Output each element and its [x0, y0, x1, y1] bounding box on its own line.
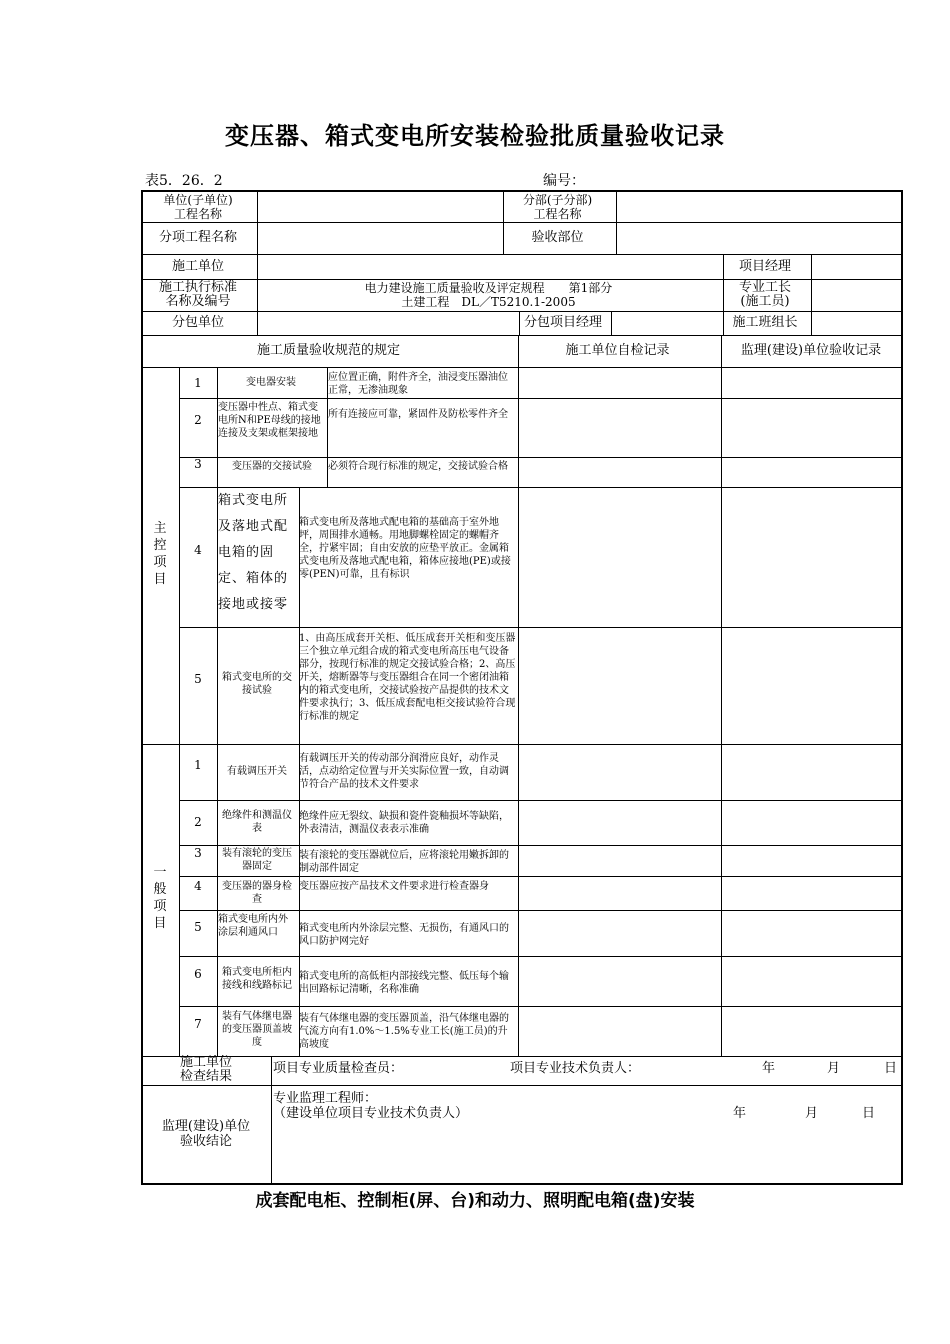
spec-column-header: 施工质量验收规范的规定: [256, 343, 400, 358]
general-group-label: 一 般 项 目: [153, 865, 167, 931]
general-item-name: 装有气体继电器的变压器顶盖坡度: [222, 1010, 292, 1048]
main-item-name: 变压器的交接试验: [232, 461, 312, 472]
accept-part-label: 验收部位: [531, 230, 584, 245]
document-title: 变压器、箱式变电所安装检验批质量验收记录: [225, 122, 725, 150]
main-item-no: 2: [194, 413, 202, 427]
general-item-req: 箱式变电所的高低柜内部接线完整、低压每个输出回路标记清晰，名称准确: [299, 971, 509, 995]
general-item-name: 绝缘件和测温仪表: [222, 809, 292, 834]
main-item-name: 变电器安装: [246, 376, 296, 388]
table-number: 表5．26．2: [145, 173, 223, 189]
project-manager-label: 项目经理: [738, 258, 791, 274]
general-item-no: 5: [194, 920, 202, 934]
main-item-req: 箱式变电所及落地式配电箱的基础高于室外地坪，周围排水通畅。用地脚螺栓固定的螺帽齐全，拧紧牢固；自由安放的应垫平放正。金属箱式变电所及落地式配电箱，箱体应接地(PE)或接零(PEN)可靠，且有标识: [299, 517, 511, 580]
supervision-conclusion-label: 监理(建设)单位 验收结论: [161, 1119, 251, 1149]
general-item-name: 装有滚轮的变压器固定: [222, 848, 292, 872]
next-section-title: 成套配电柜、控制柜(屏、台)和动力、照明配电箱(盘)安装: [255, 1191, 695, 1211]
supervision-year: 年: [733, 1106, 747, 1121]
main-item-name: 箱式变电所的交接试验: [222, 672, 292, 696]
general-item-no: 3: [194, 846, 202, 860]
main-item-no: 1: [194, 376, 202, 390]
sub-unit-name-label: 分部(子分部) 工程名称: [522, 193, 593, 221]
main-item-no: 5: [194, 672, 202, 686]
result-day: 日: [884, 1061, 898, 1076]
general-item-name: 箱式变电所内外涂层利通风口: [218, 914, 288, 938]
sub-pm-label: 分包项目经理: [523, 315, 602, 330]
general-item-no: 4: [194, 879, 202, 893]
main-group-label: 主 控 项 目: [153, 521, 167, 587]
main-item-req: 所有连接应可靠，紧固件及防松零件齐全: [328, 409, 508, 420]
subcontract-label: 分包单位: [171, 315, 224, 330]
supervision-month: 月: [805, 1106, 819, 1121]
supervision-day: 日: [862, 1106, 876, 1121]
self-check-column-header: 施工单位自检记录: [565, 343, 670, 358]
main-item-name: 变压器中性点、箱式变电所N和PE母线的接地连接及支架或框架接地: [218, 402, 321, 439]
general-item-req: 绝缘件应无裂纹、缺损和瓷件瓷釉损坏等缺陷，外表清洁，测温仪表表示准确: [299, 811, 509, 835]
general-item-req: 变压器应按产品技术文件要求进行检查器身: [299, 881, 489, 892]
general-item-name: 有载调压开关: [227, 765, 287, 777]
main-item-req: 必须符合现行标准的规定，交接试验合格: [328, 461, 508, 472]
main-item-no: 4: [194, 543, 202, 557]
owner-tech-lead-label: （建设单位项目专业技术负责人）: [273, 1106, 469, 1121]
quality-inspector-label: 项目专业质量检查员：: [273, 1061, 404, 1076]
tech-lead-label: 项目专业技术负责人：: [510, 1061, 641, 1076]
item-name-label: 分项工程名称: [158, 230, 237, 245]
general-item-req: 装有滚轮的变压器就位后，应将滚轮用嫩拆卸的制动部件固定: [299, 850, 509, 874]
general-item-no: 1: [194, 758, 202, 772]
number-label: 编号：: [543, 173, 585, 189]
general-item-req: 箱式变电所内外涂层完整、无损伤，有通风口的风口防护网完好: [299, 923, 509, 947]
main-item-req: 应位置正确，附件齐全，油浸变压器油位正常，无渗油现象: [328, 372, 508, 396]
general-item-no: 7: [194, 1017, 202, 1031]
general-item-no: 2: [194, 815, 202, 829]
main-item-no: 3: [194, 457, 202, 471]
main-item-req: 1、由高压成套开关柜、低压成套开关柜和变压器三个独立单元组合成的箱式变电所高压电气设备部分，按现行标准的规定交接试验合格；2、高压开关，熔断器等与变压器组合在同一个密闭油箱内的箱式变电所，交接试验按产品提供的技术文件要求执行；3、低压成套配电柜交接试验符合现行标准的规定: [299, 633, 516, 722]
result-month: 月: [827, 1061, 841, 1076]
general-item-req: 装有气体继电器的变压器顶盖，沿气体继电器的气流方向有1.0%～1.5%专业工长(施工员)的升高坡度: [299, 1013, 509, 1050]
result-year: 年: [762, 1061, 776, 1076]
foreman-label: 专业工长 (施工员): [738, 280, 791, 309]
main-item-name: 箱式变电所及落地式配电箱的固定、箱体的接地或接零: [218, 493, 289, 612]
standard-value: 电力建设施工质量验收及评定规程 第1部分 土建工程 DL／T5210.1-2005: [364, 281, 613, 309]
general-item-no: 6: [194, 967, 202, 981]
general-item-name: 箱式变电所柜内接线和线路标记: [222, 967, 292, 991]
general-item-req: 有载调压开关的传动部分润滑应良好，动作灵活，点动给定位置与开关实际位置一致，自动调节符合产品的技术文件要求: [299, 753, 509, 790]
unit-name-label: 单位(子单位) 工程名称: [163, 193, 233, 221]
construct-result-label: 施工单位 检查结果: [179, 1055, 232, 1084]
supervision-engineer-label: 专业监理工程师：: [273, 1091, 378, 1106]
construct-unit-label: 施工单位: [171, 258, 224, 274]
team-leader-label: 施工班组长: [732, 315, 798, 330]
standard-label: 施工执行标准 名称及编号: [158, 280, 237, 309]
supervision-column-header: 监理(建设)单位验收记录: [740, 343, 882, 358]
general-item-name: 变压器的器身检查: [222, 881, 292, 905]
